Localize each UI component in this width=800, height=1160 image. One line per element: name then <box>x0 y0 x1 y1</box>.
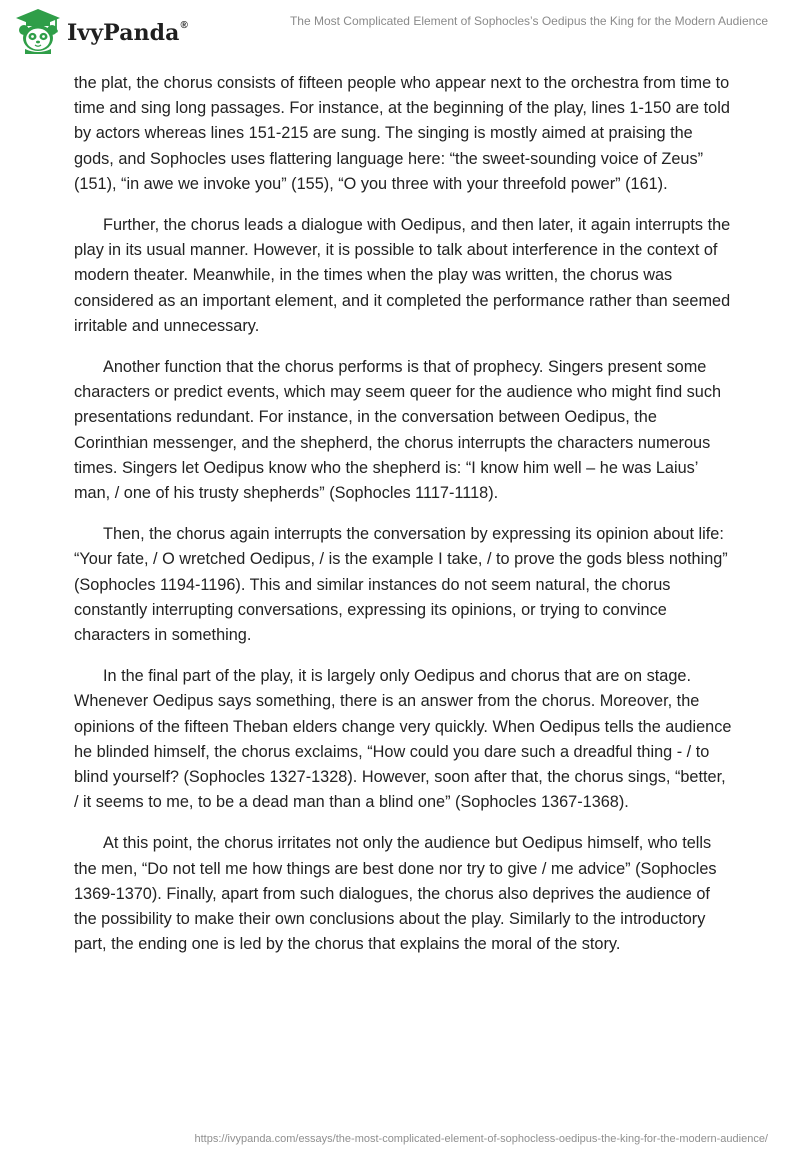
logo-wordmark <box>67 20 188 46</box>
panda-graduate-icon <box>14 8 62 54</box>
source-url[interactable]: https://ivypanda.com/essays/the-most-complicated-element-of-sophocless-oedipus-the-king-for-the-modern-audience/ <box>194 1133 768 1145</box>
registered-mark: ® <box>180 20 188 31</box>
essay-body <box>74 71 734 974</box>
ivypanda-logo[interactable] <box>14 8 188 54</box>
paragraph: Another function that the chorus performs is that of prophecy. Singers present some characters or predict events, which may seem queer for the audience who might find such presentations redundant. For instance, in the conversation between Oedipus, the Corinthian messenger, and the shepherd, the chorus interrupts the characters numerous times. Singers let Oedipus know who the shepherd is: “I know him well – he was Laius’ man, / one of his trusty shepherds” (Sophocles 1117-1118). <box>74 358 722 503</box>
paragraph: Further, the chorus leads a dialogue with Oedipus, and then later, it again interrupts the play in its usual manner. However, it is possible to talk about interference in the context of modern theater. Meanwhile, in the times when the play was written, the chorus was considered as an important element, and it completed the performance rather than seemed irritable and unnecessary. <box>74 216 731 335</box>
paragraph: Then, the chorus again interrupts the conversation by expressing its opinion about life: “Your fate, / O wretched Oedipus, / is the example I take, / to prove the gods bless nothing” (Sophocles 1194-1196). This and similar instances do not seem natural, the chorus constantly interrupting conversations, expressing its opinions, or trying to convince characters in something. <box>74 525 728 645</box>
page-header <box>0 0 800 60</box>
logo-name: IvyPanda <box>67 20 180 46</box>
paragraph: the plat, the chorus consists of fifteen people who appear next to the orchestra from time to time and sing long passages. For instance, at the beginning of the play, lines 1-150 are told by actors whereas lines 151-215 are sung. The singing is mostly aimed at praising the gods, and Sophocles uses flattering language here: “the sweet-sounding voice of Zeus” (151), “in awe we invoke you” (155), “O you three with your threefold power” (161). <box>74 74 730 193</box>
paragraph: At this point, the chorus irritates not only the audience but Oedipus himself, who tells the men, “Do not tell me how things are best done nor try to give / me advice” (Sophocles 1369-1370). Finally, apart from such dialogues, the chorus also deprives the audience of the possibility to make their own conclusions about the play. Similarly to the introductory part, the ending one is led by the chorus that explains the moral of the story. <box>74 834 717 954</box>
paragraph: In the final part of the play, it is largely only Oedipus and chorus that are on stage. Whenever Oedipus says something, there is an answer from the chorus. Moreover, the opinions of the fifteen Theban elders change very quickly. When Oedipus tells the audience he blinded himself, the chorus exclaims, “How could you dare such a dreadful thing - / to blind yourself? (Sophocles 1327-1328). However, soon after that, the chorus sings, “better, / it seems to me, to be a dead man than a blind one” (Sophocles 1367-1368). <box>74 667 732 812</box>
document-title: The Most Complicated Element of Sophocles’s Oedipus the King for the Modern Audience <box>289 14 768 28</box>
